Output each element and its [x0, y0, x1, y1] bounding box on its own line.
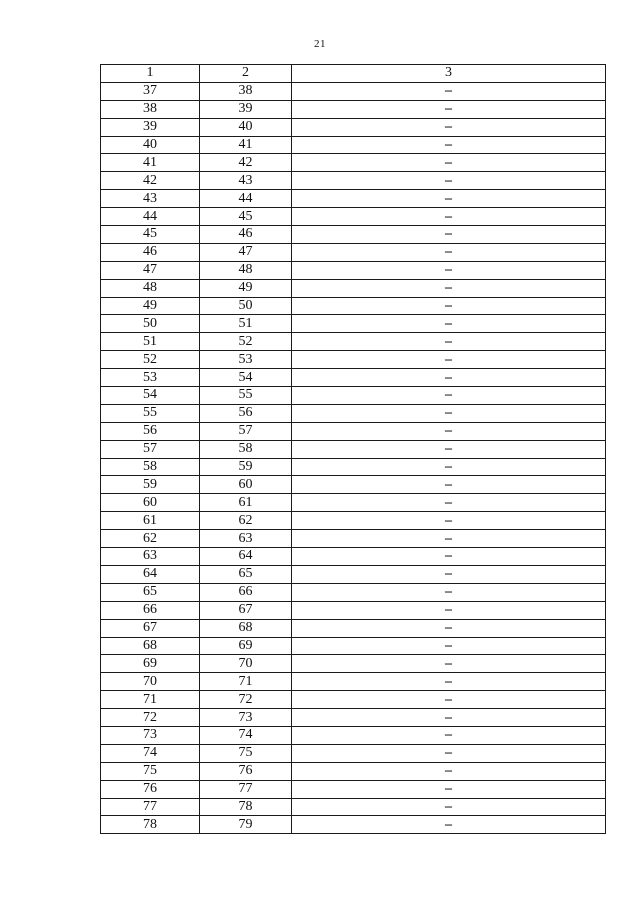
table-cell: 67 — [200, 601, 292, 619]
table-cell: 71 — [101, 691, 200, 709]
table-cell: – — [292, 190, 606, 208]
table-cell: 66 — [200, 583, 292, 601]
table-cell: 66 — [101, 601, 200, 619]
table-cell: 54 — [200, 369, 292, 387]
table-cell: 57 — [101, 440, 200, 458]
table-cell: – — [292, 154, 606, 172]
table-cell: 39 — [101, 118, 200, 136]
table-cell: 44 — [200, 190, 292, 208]
table-cell: – — [292, 583, 606, 601]
table-row — [101, 458, 606, 476]
table-row — [101, 226, 606, 244]
table-row — [101, 565, 606, 583]
table-row — [101, 691, 606, 709]
table-cell: 42 — [101, 172, 200, 190]
table-cell: – — [292, 744, 606, 762]
table-cell: 77 — [101, 798, 200, 816]
table-cell: 71 — [200, 673, 292, 691]
table-cell: 56 — [101, 422, 200, 440]
table-cell: – — [292, 726, 606, 744]
table-row — [101, 100, 606, 118]
table-cell: – — [292, 780, 606, 798]
table-cell: – — [292, 369, 606, 387]
table-cell: – — [292, 279, 606, 297]
table-cell: – — [292, 387, 606, 405]
table-row — [101, 440, 606, 458]
table-cell: 70 — [200, 655, 292, 673]
table-cell: – — [292, 601, 606, 619]
table-cell: 59 — [101, 476, 200, 494]
table-row — [101, 208, 606, 226]
table-cell: – — [292, 548, 606, 566]
table-cell: 78 — [101, 816, 200, 834]
table-cell: 63 — [200, 530, 292, 548]
table-cell: – — [292, 655, 606, 673]
table-cell: – — [292, 798, 606, 816]
table-cell: – — [292, 208, 606, 226]
table-cell: 76 — [200, 762, 292, 780]
table-cell: – — [292, 261, 606, 279]
table-row — [101, 816, 606, 834]
table-cell: 72 — [101, 709, 200, 727]
table-cell: – — [292, 637, 606, 655]
table-cell: – — [292, 530, 606, 548]
table-cell: 55 — [200, 387, 292, 405]
table-cell: 79 — [200, 816, 292, 834]
table-row — [101, 136, 606, 154]
table-cell: 47 — [101, 261, 200, 279]
page-number: 21 — [314, 38, 326, 50]
table-cell: 43 — [200, 172, 292, 190]
table-cell: 53 — [200, 351, 292, 369]
table-cell: 75 — [101, 762, 200, 780]
table-row — [101, 726, 606, 744]
table-cell: – — [292, 118, 606, 136]
table-cell: 64 — [200, 548, 292, 566]
table-cell: – — [292, 226, 606, 244]
table-row — [101, 369, 606, 387]
table-row — [101, 422, 606, 440]
table-row — [101, 261, 606, 279]
table-cell: – — [292, 709, 606, 727]
table-cell: – — [292, 619, 606, 637]
table-cell: 40 — [200, 118, 292, 136]
table-cell: – — [292, 762, 606, 780]
table-cell: 58 — [101, 458, 200, 476]
table-cell: – — [292, 512, 606, 530]
table-row — [101, 297, 606, 315]
table-cell: 61 — [101, 512, 200, 530]
table-cell: 72 — [200, 691, 292, 709]
table-cell: – — [292, 243, 606, 261]
table-row — [101, 279, 606, 297]
table-row — [101, 709, 606, 727]
table-row — [101, 619, 606, 637]
table-cell: 45 — [101, 226, 200, 244]
table-cell: 37 — [101, 82, 200, 100]
table-cell: 68 — [101, 637, 200, 655]
table-row — [101, 583, 606, 601]
table-header-row — [101, 65, 606, 83]
table-cell: 38 — [200, 82, 292, 100]
table-cell: 65 — [200, 565, 292, 583]
table-cell: 78 — [200, 798, 292, 816]
table-row — [101, 798, 606, 816]
table-cell: – — [292, 136, 606, 154]
table-cell: 73 — [200, 709, 292, 727]
table-row — [101, 351, 606, 369]
table-cell: 76 — [101, 780, 200, 798]
table-row — [101, 154, 606, 172]
table-cell: 52 — [200, 333, 292, 351]
column-header: 1 — [101, 65, 200, 83]
table-cell: 40 — [101, 136, 200, 154]
table-row — [101, 494, 606, 512]
table-cell: 51 — [101, 333, 200, 351]
table-cell: 61 — [200, 494, 292, 512]
data-table — [100, 64, 606, 834]
table-cell: 63 — [101, 548, 200, 566]
table-cell: 48 — [200, 261, 292, 279]
table-cell: – — [292, 565, 606, 583]
table-row — [101, 315, 606, 333]
table-cell: 41 — [200, 136, 292, 154]
column-header: 3 — [292, 65, 606, 83]
table-cell: 48 — [101, 279, 200, 297]
table-row — [101, 673, 606, 691]
table-row — [101, 333, 606, 351]
table-cell: 59 — [200, 458, 292, 476]
table-cell: – — [292, 458, 606, 476]
table-cell: 77 — [200, 780, 292, 798]
table-cell: 73 — [101, 726, 200, 744]
table-cell: 60 — [200, 476, 292, 494]
table-row — [101, 82, 606, 100]
table-cell: 49 — [101, 297, 200, 315]
table-cell: – — [292, 100, 606, 118]
table-cell: 41 — [101, 154, 200, 172]
table-row — [101, 530, 606, 548]
table-cell: 69 — [101, 655, 200, 673]
table-row — [101, 762, 606, 780]
table-cell: – — [292, 315, 606, 333]
table-cell: 60 — [101, 494, 200, 512]
table-cell: 69 — [200, 637, 292, 655]
table-cell: 44 — [101, 208, 200, 226]
table-cell: – — [292, 816, 606, 834]
table-cell: 51 — [200, 315, 292, 333]
table-cell: – — [292, 691, 606, 709]
table-cell: 65 — [101, 583, 200, 601]
table-cell: 50 — [200, 297, 292, 315]
table-cell: 46 — [101, 243, 200, 261]
table-cell: 74 — [101, 744, 200, 762]
table-cell: 53 — [101, 369, 200, 387]
table-cell: – — [292, 494, 606, 512]
table-cell: 49 — [200, 279, 292, 297]
table-row — [101, 118, 606, 136]
table-cell: – — [292, 297, 606, 315]
table-row — [101, 512, 606, 530]
table-cell: 68 — [200, 619, 292, 637]
table-cell: 62 — [200, 512, 292, 530]
table-cell: – — [292, 422, 606, 440]
table-cell: 74 — [200, 726, 292, 744]
table-row — [101, 780, 606, 798]
table-cell: 39 — [200, 100, 292, 118]
table-cell: – — [292, 440, 606, 458]
table-cell: – — [292, 351, 606, 369]
table-cell: 50 — [101, 315, 200, 333]
table-row — [101, 387, 606, 405]
table-cell: 47 — [200, 243, 292, 261]
table-cell: 38 — [101, 100, 200, 118]
table-row — [101, 637, 606, 655]
table-cell: 58 — [200, 440, 292, 458]
table-row — [101, 243, 606, 261]
table-cell: – — [292, 172, 606, 190]
table-row — [101, 601, 606, 619]
table-row — [101, 404, 606, 422]
table-cell: 70 — [101, 673, 200, 691]
table-cell: 57 — [200, 422, 292, 440]
table-row — [101, 172, 606, 190]
table-cell: 62 — [101, 530, 200, 548]
table-cell: – — [292, 404, 606, 422]
table-cell: 42 — [200, 154, 292, 172]
table-cell: 54 — [101, 387, 200, 405]
table-cell: 55 — [101, 404, 200, 422]
table-cell: 64 — [101, 565, 200, 583]
table-row — [101, 655, 606, 673]
table-cell: – — [292, 333, 606, 351]
table-cell: 46 — [200, 226, 292, 244]
table-cell: 56 — [200, 404, 292, 422]
table-cell: 43 — [101, 190, 200, 208]
table-cell: 45 — [200, 208, 292, 226]
table-row — [101, 190, 606, 208]
column-header: 2 — [200, 65, 292, 83]
table-row — [101, 476, 606, 494]
table-cell: 75 — [200, 744, 292, 762]
table-body — [101, 82, 606, 833]
table-row — [101, 744, 606, 762]
table-row — [101, 548, 606, 566]
table-cell: – — [292, 673, 606, 691]
table-cell: 67 — [101, 619, 200, 637]
table-cell: 52 — [101, 351, 200, 369]
table-cell: – — [292, 476, 606, 494]
table-cell: – — [292, 82, 606, 100]
